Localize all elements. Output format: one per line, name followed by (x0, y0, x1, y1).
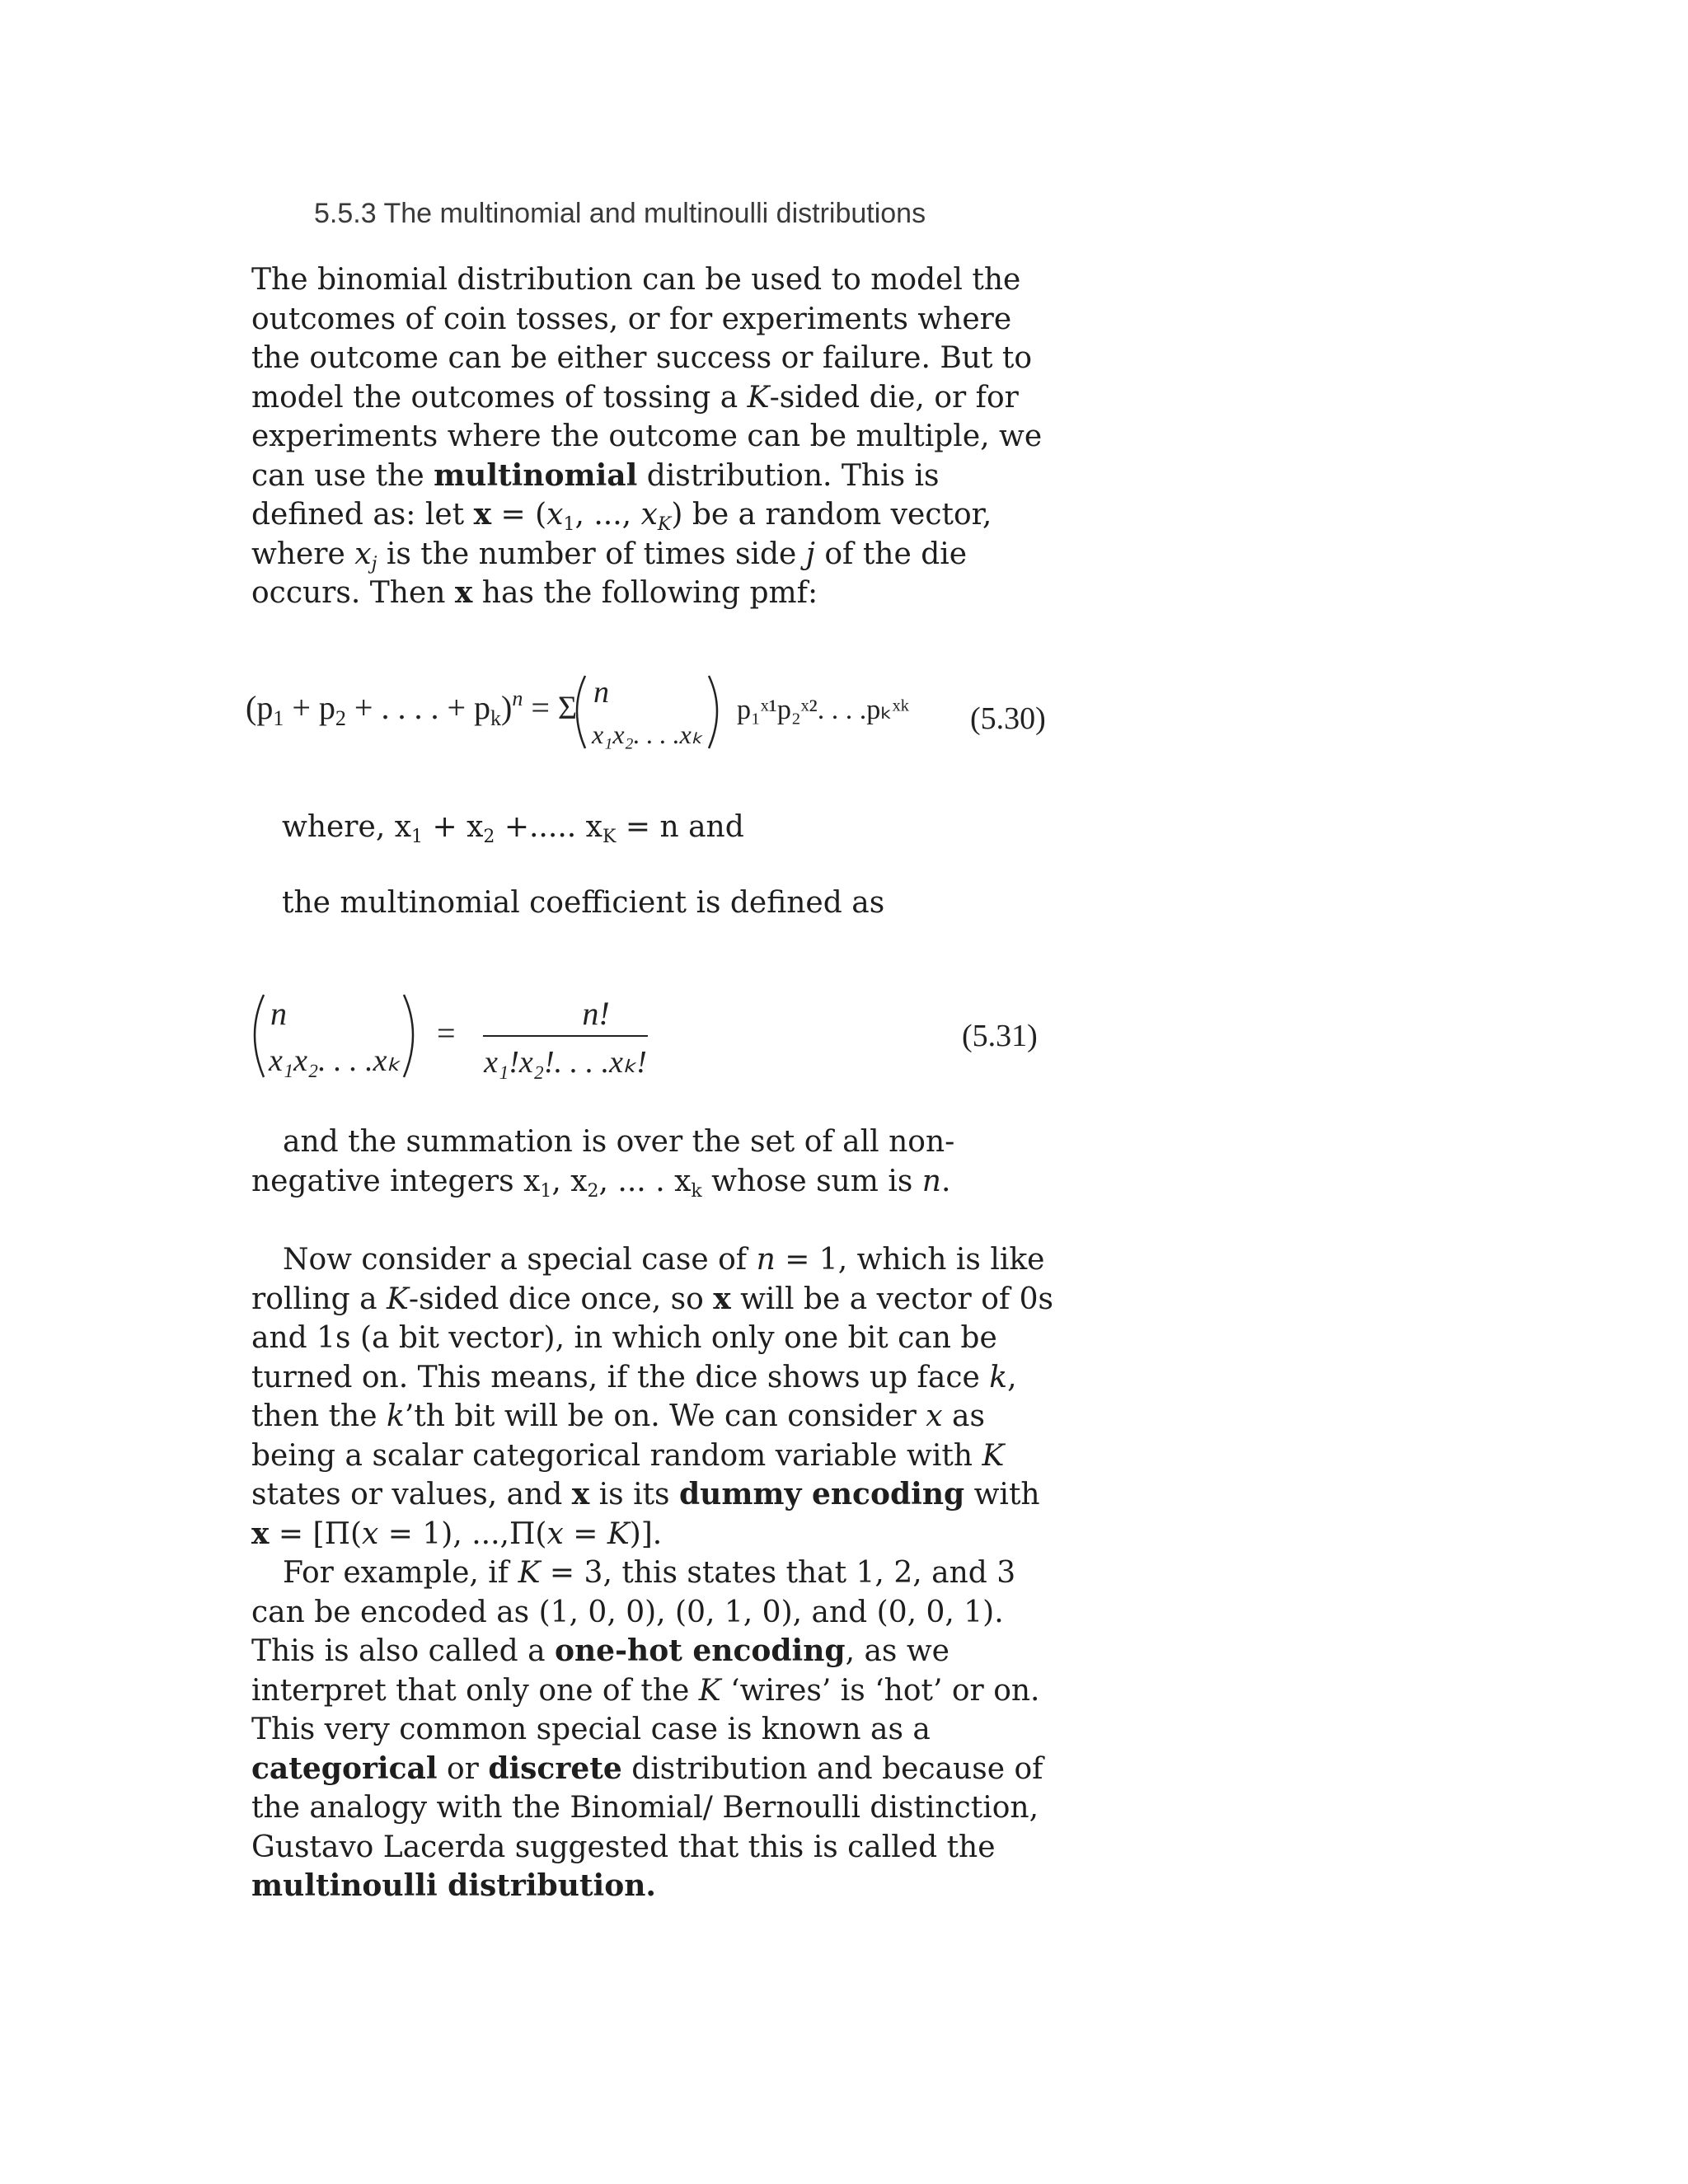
text: , then the (251, 1360, 1017, 1433)
eq1-terms: p₁ˣ¹p₂ˣ². . . .pₖˣᵏ (737, 695, 910, 725)
term-multinomial: multinomial (434, 457, 638, 493)
text: -sided dice once, so (408, 1282, 714, 1316)
text: -sided die, or for experiments where the outcome can be multiple, we can use the (251, 380, 1043, 493)
text: x (926, 1399, 943, 1433)
left-paren (577, 676, 585, 748)
text: and the summation is over the set of all non-negative integers x (251, 1125, 955, 1198)
text: is the number of times side (377, 537, 806, 571)
text: . (940, 1164, 951, 1198)
text: 2 (483, 827, 495, 847)
eq1-lhs: ($p_1 + p_2$ + . . . . + $p_k)^n = \Sigma$ (246, 687, 578, 730)
equation-5-30-graphic (246, 668, 1053, 758)
text: K (607, 1516, 630, 1551)
text: 2 (587, 1180, 599, 1202)
paragraph-intro (251, 260, 1059, 613)
text: K (518, 1556, 541, 1590)
text: , x (551, 1164, 588, 1198)
paragraph-summation (251, 1122, 1059, 1201)
fraction-numerator: n! (582, 995, 610, 1032)
left-paren (255, 995, 264, 1077)
text: where, x (282, 810, 412, 844)
equation-5-30 (246, 668, 1053, 758)
term-discrete: discrete (488, 1750, 622, 1786)
term-dummy-encoding: dummy encoding (678, 1477, 965, 1511)
right-paren (404, 995, 413, 1077)
text: K (698, 1673, 721, 1708)
text: The binomial distribution can be used to model the outcomes of coin tosses, or for experiments where the outcome can be either success or failure. But to model the outcomes of tossing a (251, 263, 1033, 415)
text: x (354, 537, 372, 571)
text: x (251, 1516, 270, 1551)
text: n (921, 1164, 941, 1198)
text: K (657, 514, 672, 535)
text: x (546, 498, 564, 532)
text: k (691, 1180, 702, 1202)
text: k (387, 1399, 405, 1433)
text: of the die occurs. Then (251, 537, 968, 610)
text: with (964, 1478, 1040, 1511)
paragraph-coefficient: the multinomial coefficient is defined as (282, 886, 885, 920)
text: or (437, 1751, 489, 1786)
binom-top: n (270, 995, 287, 1032)
text: j (805, 537, 815, 571)
text: + x (423, 810, 484, 844)
text: is its (589, 1478, 679, 1511)
text: K (387, 1282, 409, 1316)
text: distribution and because of the analogy with the Binomial/ Bernoulli distinction, Gustavo Lacerda suggested that this is called the (251, 1751, 1043, 1864)
text: distribution. This is defined as: let (251, 458, 940, 532)
text: = ( (491, 498, 547, 532)
text: x (362, 1516, 379, 1551)
text: states or values, and (251, 1478, 572, 1511)
text: x (713, 1281, 731, 1316)
binom-bottom: x₁x₂. . . .xₖ (592, 719, 703, 749)
text: ) be a random vector, where (251, 498, 992, 571)
text: , ..., (574, 498, 641, 532)
text: Now consider a special case of (283, 1243, 757, 1277)
text: x (546, 1516, 564, 1551)
binom-top: n (593, 675, 609, 710)
text: , ... . x (598, 1164, 692, 1198)
text: as being a scalar categorical random variable with (251, 1399, 985, 1473)
text: K (747, 380, 770, 415)
equation-number-5-30: (5.30) (970, 701, 1046, 736)
text: has the following pmf: (472, 576, 818, 610)
equals-sign: = (437, 1015, 456, 1052)
text: 1 (540, 1180, 552, 1202)
text: 1 (411, 827, 424, 847)
text: , as we interpret that only one of the (251, 1634, 950, 1708)
text: = (563, 1516, 607, 1551)
paragraph-special-case (251, 1240, 1059, 1554)
text: = 1, which is like rolling a (251, 1243, 1045, 1316)
text: x (571, 1477, 590, 1511)
binom-bottom: x₁x₂. . . .xₖ (269, 1043, 401, 1078)
text: x (454, 575, 473, 610)
text: x (473, 497, 492, 532)
text: = [Π( (269, 1516, 363, 1551)
text: = 3, this states that 1, 2, and 3 can be encoded as (1, 0, 0), (0, 1, 0), and (0, 0, 1). This is also called a (251, 1556, 1016, 1668)
equation-5-31-graphic (246, 985, 1053, 1100)
text: whose sum is (701, 1164, 922, 1198)
text: +..... x (495, 810, 603, 844)
text: n (756, 1243, 776, 1277)
text: = n and (616, 810, 744, 844)
paragraph-example (251, 1554, 1059, 1906)
text: ‘wires’ is ‘hot’ or on. This very common special case is known as a (251, 1673, 1040, 1746)
term-categorical: categorical (251, 1750, 438, 1786)
text: For example, if (283, 1556, 518, 1590)
text: j (371, 553, 377, 574)
text: x (640, 498, 658, 532)
equation-number-5-31: (5.31) (962, 1019, 1038, 1053)
equation-5-31 (246, 985, 1053, 1100)
text: ’th bit will be on. We can consider (404, 1399, 926, 1433)
right-paren (709, 676, 717, 748)
text: k (989, 1360, 1008, 1394)
term-one-hot-encoding: one-hot encoding (554, 1633, 846, 1668)
text: 1 (563, 514, 575, 535)
text: K (982, 1438, 1005, 1473)
fraction-denominator: x₁!x₂!. . . .xₖ! (484, 1045, 647, 1080)
text: )]. (629, 1516, 663, 1551)
section-heading: 5.5.3 The multinomial and multinoulli distributions (314, 198, 926, 229)
text: K (602, 827, 617, 847)
text: will be a vector of 0s and 1s (a bit vector), in which only one bit can be turned on. This means, if the dice shows up face (251, 1282, 1054, 1394)
paragraph-where (282, 808, 1090, 847)
term-multinoulli-distribution: multinoulli distribution. (251, 1868, 656, 1903)
text: = 1), ...,Π( (378, 1516, 547, 1551)
